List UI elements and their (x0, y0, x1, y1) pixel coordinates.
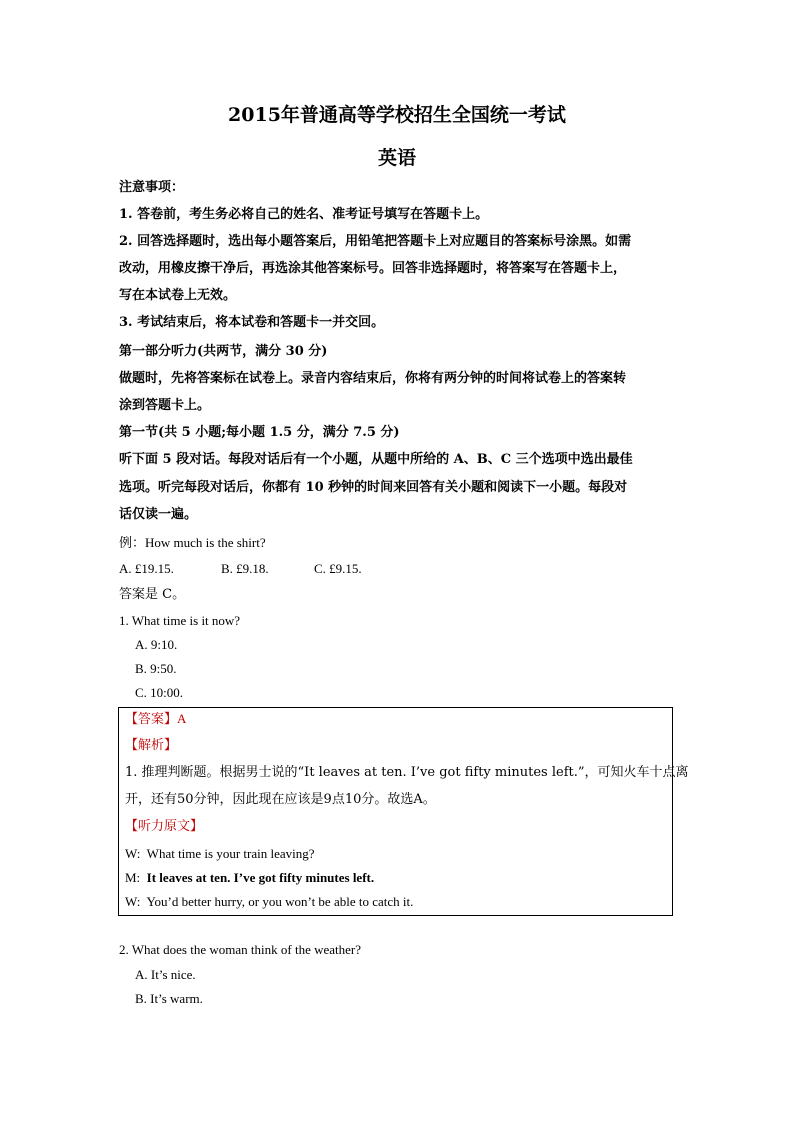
utterance: It leaves at ten. I’ve got fifty minutes left. (146, 870, 375, 885)
speaker: W: (125, 894, 141, 909)
script-label: 【听力原文】 (125, 819, 204, 834)
exam-title: 2015年普通高等学校招生全国统一考试 (228, 104, 566, 126)
answer-value: A (177, 711, 187, 726)
section1-heading: 第一节(共 5 小题;每小题 1.5 分，满分 7.5 分) (119, 425, 400, 440)
speaker: W: (125, 846, 141, 861)
example-question: 例：How much is the shirt? (119, 535, 266, 550)
q1-option-a: A. 9:10. (135, 637, 178, 652)
script-line-3 (125, 894, 413, 910)
notes-item-2-line-2: 改动，用橡皮擦干净后，再选涂其他答案标号。回答非选择题时，将答案写在答题卡上， (119, 261, 627, 276)
analysis-line-2: 开，还有50分钟，因此现在应该是9点10分。故选A。 (125, 792, 436, 807)
subject-title: 英语 (377, 147, 416, 169)
part1-heading: 第一部分听力(共两节，满分 30 分) (119, 344, 328, 359)
analysis-label: 【解析】 (125, 738, 178, 753)
utterance: What time is your train leaving? (146, 846, 315, 861)
example-answer: 答案是 C。 (119, 587, 186, 602)
section1-intro-line-3: 话仅读一遍。 (119, 507, 198, 522)
example-option-b: B. £9.18. (221, 561, 269, 576)
analysis-line-1: 1. 推理判断题。根据男士说的“It leaves at ten. I’ve got fifty minutes left.”，可知火车十点离 (125, 765, 689, 780)
part1-intro-line-2: 涂到答题卡上。 (119, 398, 211, 413)
q1-option-c: C. 10:00. (135, 685, 184, 700)
utterance: You’d better hurry, or you won’t be able to catch it. (146, 894, 414, 909)
example-option-c: C. £9.15. (314, 561, 362, 576)
notes-item-3: 3. 考试结束后，将本试卷和答题卡一并交回。 (119, 315, 385, 330)
script-line-1 (125, 846, 315, 862)
q1-option-b: B. 9:50. (135, 661, 177, 676)
answer-analysis-box (118, 707, 689, 916)
example-option-a: A. £19.15. (119, 561, 174, 576)
part1-intro-line-1: 做题时，先将答案标在试卷上。录音内容结束后，你将有两分钟的时间将试卷上的答案转 (119, 371, 627, 386)
answer-row (125, 711, 186, 728)
speaker: M: (125, 870, 141, 885)
q2-option-a: A. It’s nice. (135, 967, 196, 982)
notes-item-2-line-3: 写在本试卷上无效。 (119, 288, 237, 303)
script-line-2 (125, 870, 374, 886)
notes-heading: 注意事项： (119, 180, 185, 195)
notes-item-2-line-1: 2. 回答选择题时，选出每小题答案后，用铅笔把答题卡上对应题目的答案标号涂黑。如需 (119, 234, 632, 249)
question-1: 1. What time is it now? (119, 613, 241, 628)
section1-intro-line-1: 听下面 5 段对话。每段对话后有一个小题，从题中所给的 A、B、C 三个选项中选出最佳 (119, 452, 633, 467)
q2-option-b: B. It’s warm. (135, 991, 203, 1006)
notes-item-1: 1. 答卷前，考生务必将自己的姓名、准考证号填写在答题卡上。 (119, 207, 489, 222)
section1-intro-line-2: 选项。听完每段对话后，你都有 10 秒钟的时间来回答有关小题和阅读下一小题。每段对 (119, 480, 628, 495)
answer-label: 【答案】 (125, 712, 178, 727)
question-2: 2. What does the woman think of the weather? (119, 942, 361, 957)
